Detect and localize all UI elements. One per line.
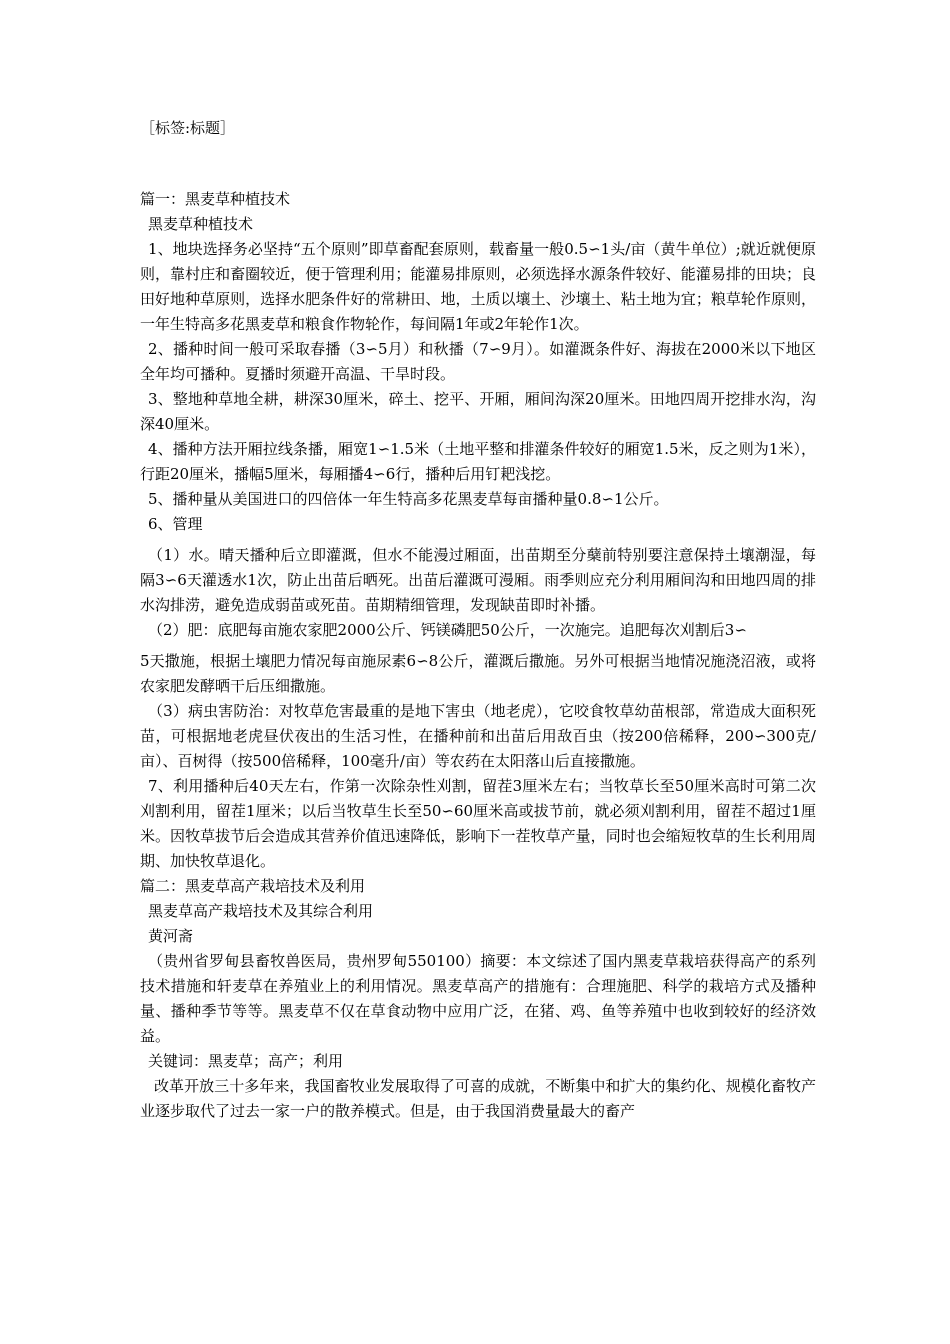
paragraph-fertilizer: （2）肥：底肥每亩施农家肥2000公斤、钙镁磷肥50公斤，一次施完。追肥每次刈割后3∽ [148,621,747,639]
paragraph-land-preparation: 3、整地种草地全耕，耕深30厘米，碎土、挖平、开厢，厢间沟深20厘米。田地四周开挖排水沟，沟深40厘米。 [140,390,816,433]
paragraph-seed-rate: 5、播种量从美国进口的四倍体一年生特高多花黑麦草每亩播种量0.8∽1公斤。 [148,490,669,508]
paragraph-sowing-time: 2、播种时间一般可采取春播（3∽5月）和秋播（7∽9月）。如灌溉条件好、海拔在2000米以下地区全年均可播种。夏播时须避开高温、干旱时段。 [140,340,816,383]
document-tag: ［标签:标题］ [140,119,236,137]
article-title-2: 黑麦草高产栽培技术及其综合利用 [148,902,374,920]
section-heading-2: 篇二：黑麦草高产栽培技术及利用 [140,877,366,895]
paragraph-keywords: 关键词：黑麦草；高产；利用 [148,1052,344,1070]
paragraph-plot-selection: 1、地块选择务必坚持“五个原则”即草畜配套原则，载畜量一般0.5∽1头/亩（黄牛单位）;就近就便原则，靠村庄和畜圈较近，便于管理利用；能灌易排原则，必须选择水源条件较好、能灌易排的田块；良田好地种草原则，选择水肥条件好的常耕田、地，土质以壤土、沙壤土、粘土地为宜；粮草轮作原则，一年生特高多花黑麦草和粮食作物轮作，每间隔1年或2年轮作1次。 [140,240,816,333]
document-body [140,187,816,1124]
paragraph-abstract: （贵州省罗甸县畜牧兽医局，贵州罗甸550100）摘要：本文综述了国内黑麦草栽培获得高产的系列技术措施和轩麦草在养殖业上的利用情况。黑麦草高产的措施有：合理施肥、科学的栽培方式及播种量、播种季节等等。黑麦草不仅在草食动物中应用广泛，在猪、鸡、鱼等养殖中也收到较好的经济效益。 [140,952,816,1045]
section-heading-1: 篇一：黑麦草种植技术 [140,190,291,208]
paragraph-management-heading: 6、管理 [148,515,203,533]
paragraph-introduction: 改革开放三十多年来，我国畜牧业发展取得了可喜的成就，不断集中和扩大的集约化、规模化畜牧产业逐步取代了过去一家一户的散养模式。但是，由于我国消费量最大的畜产 [140,1077,816,1120]
paragraph-pest-control: （3）病虫害防治：对牧草危害最重的是地下害虫（地老虎），它咬食牧草幼苗根部，常造成大面积死苗，可根据地老虎昼伏夜出的生活习性，在播种前和出苗后用敌百虫（按200倍稀释，200∽300克/亩）、百树得（按500倍稀释，100毫升/亩）等农药在太阳落山后直接撒施。 [140,702,816,770]
paragraph-water: （1）水。晴天播种后立即灌溉，但水不能漫过厢面，出苗期至分蘖前特别要注意保持土壤潮湿，每隔3∽6天灌透水1次，防止出苗后晒死。出苗后灌溉可漫厢。雨季则应充分利用厢间沟和田地四周的排水沟排涝，避免造成弱苗或死苗。苗期精细管理，发现缺苗即时补播。 [140,546,816,614]
paragraph-utilization: 7、利用播种后40天左右，作第一次除杂性刈割，留茬3厘米左右；当牧草长至50厘米高时可第二次刈割利用，留茬1厘米；以后当牧草生长至50∽60厘米高或拔节前，就必须刈割利用，留茬不超过1厘米。因牧草拔节后会造成其营养价值迅速降低，影响下一茬牧草产量，同时也会缩短牧草的生长利用周期、加快牧草退化。 [140,777,816,870]
article-author: 黄河斋 [148,927,194,945]
article-title-1: 黑麦草种植技术 [148,215,254,233]
paragraph-sowing-method: 4、播种方法开厢拉线条播，厢宽1∽1.5米（土地平整和排灌条件较好的厢宽1.5米，反之则为1米），行距20厘米，播幅5厘米，每厢播4∽6行，播种后用钉耙浅挖。 [140,440,816,483]
paragraph-fertilizer-continued: 5天撒施，根据土壤肥力情况每亩施尿素6∽8公斤，灌溉后撒施。另外可根据当地情况施浇沼液，或将农家肥发酵晒干后压细撒施。 [140,652,816,695]
